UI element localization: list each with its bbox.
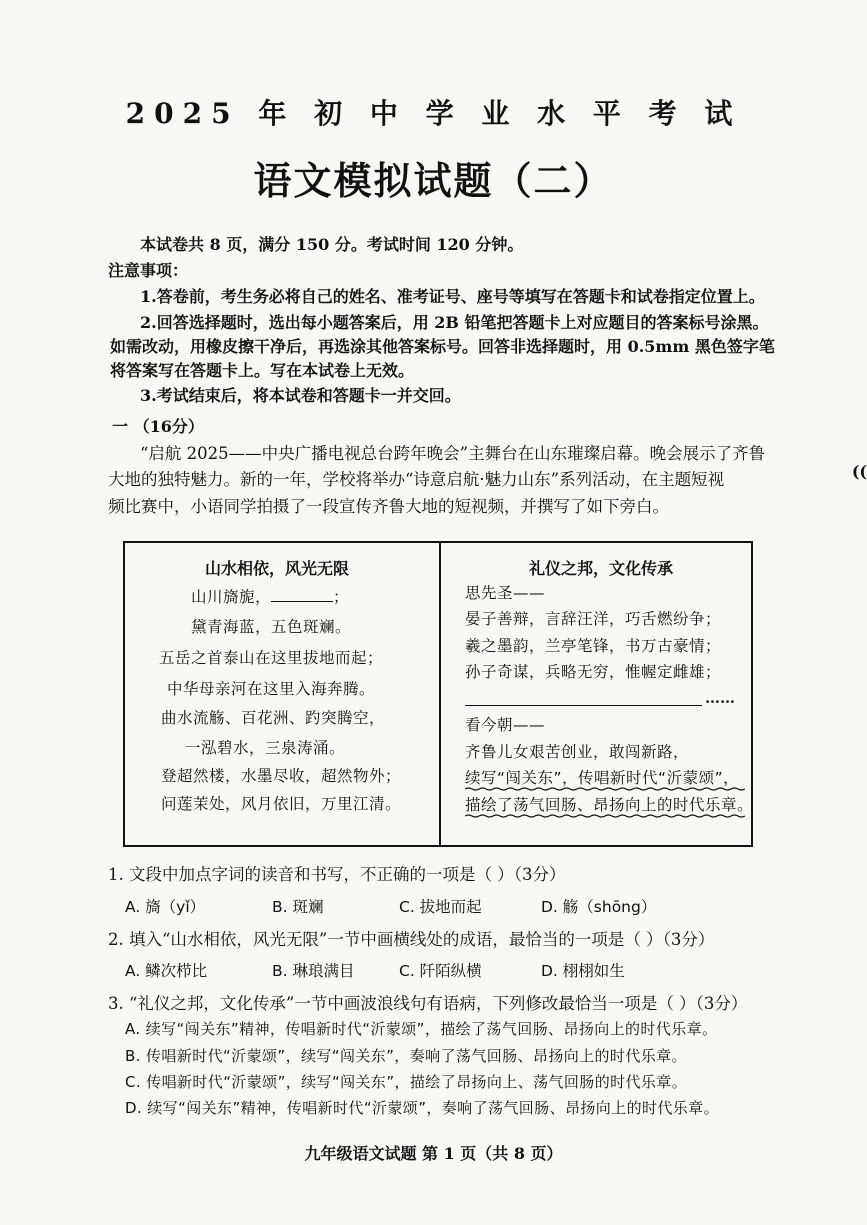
passage-line-2: 大地的独特魅力。新的一年，学校将举办“诗意启航·魅力山东”系列活动，在主题短视 (108, 470, 725, 489)
right-verse-2: 晏子善辩，言辞汪洋，巧舌燃纷争； (465, 610, 722, 628)
right-verse-5: 看今朝—— (465, 716, 546, 734)
question-2-option-c: C. 阡陌纵横 (399, 962, 482, 980)
left-verse-4: 中华母亲河在这里入海奔腾。 (167, 680, 376, 698)
question-1: 1. 文段中加点字词的读音和书写，不正确的一项是（ ）（3分） (108, 865, 566, 884)
question-2-option-a: A. 鳞次栉比 (125, 962, 208, 980)
binding-edge-mark: (( (851, 462, 867, 481)
notice-item-2-end: 将答案写在答题卡上。写在本试卷上无效。 (110, 361, 415, 380)
question-3-option-c: C. 传唱新时代“沂蒙颂”，续写“闯关东”，描绘了昂扬向上、荡气回肠的时代乐章。 (125, 1073, 688, 1091)
left-verse-8: 问莲茉处，风月依旧，万里江清。 (161, 795, 402, 813)
question-3-option-d: D. 续写“闯关东”精神，传唱新时代“沂蒙颂”，奏响了荡气回肠、昂扬向上的时代乐章。 (125, 1099, 719, 1117)
question-2: 2. 填入“山水相依，风光无限”一节中画横线处的成语，最恰当的一项是（ ）（3分） (108, 930, 715, 949)
notice-item-1: 1.答卷前，考生务必将自己的姓名、准考证号、座号等填写在答题卡和试卷指定位置上。 (140, 287, 765, 306)
left-verse-7: 登超然楼，水墨尽收，超然物外； (161, 767, 402, 785)
right-verse-6: 齐鲁儿女艰苦创业，敢闯新路， (465, 743, 690, 761)
notice-item-3: 3.考试结束后，将本试卷和答题卡一并交回。 (140, 386, 461, 405)
question-1-option-b: B. 斑斓 (272, 898, 324, 916)
answer-blank-line (465, 705, 702, 706)
wavy-underline-1 (465, 787, 745, 791)
page-footer: 九年级语文试题 第 1 页（共 8 页） (304, 1144, 563, 1163)
question-2-option-b: B. 琳琅满目 (272, 962, 355, 980)
notice-title: 注意事项： (108, 261, 189, 280)
fill-blank (271, 587, 333, 602)
right-verse-3: 羲之墨韵，兰亭笔锋，书万古豪情； (465, 637, 722, 655)
exam-subtitle: 语文模拟试题（二） (253, 158, 614, 203)
question-2-option-d: D. 栩栩如生 (541, 962, 625, 980)
question-1-option-a: A. 旖（yǐ） (125, 898, 206, 916)
right-column-title: 礼仪之邦，文化传承 (529, 559, 674, 578)
left-verse-3: 五岳之首泰山在这里拔地而起； (159, 649, 384, 667)
notice-item-2: 2.回答选择题时，选出每小题答案后，用 2B 铅笔把答题卡上对应题目的答案标号涂黑。 (140, 313, 769, 332)
ellipsis: …… (705, 689, 735, 707)
question-3-option-a: A. 续写“闯关东”精神，传唱新时代“沂蒙颂”，描绘了荡气回肠、昂扬向上的时代乐章。 (125, 1020, 718, 1038)
exam-title: 2025 年 初 中 学 业 水 平 考 试 (125, 97, 742, 130)
box-divider (439, 543, 441, 845)
right-verse-7: 续写“闯关东”，传唱新时代“沂蒙颂”， (465, 769, 740, 787)
right-verse-4: 孙子奇谋，兵略无穷，惟幄定雌雄； (465, 663, 722, 681)
question-3-option-b: B. 传唱新时代“沂蒙颂”，续写“闯关东”，奏响了荡气回肠、昂扬向上的时代乐章。 (125, 1047, 687, 1065)
exam-info: 本试卷共 8 页，满分 150 分。考试时间 120 分钟。 (140, 235, 524, 254)
question-1-option-d: D. 觞（shōng） (541, 898, 657, 916)
passage-line-3: 频比赛中，小语同学拍摄了一段宣传齐鲁大地的短视频，并撰写了如下旁白。 (108, 497, 669, 516)
wavy-underline-2 (465, 814, 745, 818)
section-heading: 一 （16分） (112, 417, 204, 436)
left-verse-5: 曲水流觞、百花洲、趵突腾空， (161, 709, 386, 727)
question-3: 3. “礼仪之邦，文化传承”一节中画波浪线句有语病，下列修改最恰当一项是（ ）（3分） (108, 994, 748, 1013)
left-column-title: 山水相依，风光无限 (205, 559, 350, 578)
question-1-option-c: C. 拔地而起 (399, 898, 482, 916)
right-verse-1: 思先圣—— (465, 584, 546, 602)
narration-box (123, 541, 753, 847)
right-verse-8: 描绘了荡气回肠、昂扬向上的时代乐章。 (465, 796, 754, 814)
left-verse-2: 黛青海蓝，五色斑斓。 (191, 618, 352, 636)
left-verse-1: 山川旖旎， ； (191, 588, 350, 606)
left-verse-6: 一泓碧水，三泉涛涌。 (185, 739, 346, 757)
notice-item-2-cont: 如需改动，用橡皮擦干净后，再选涂其他答案标号。回答非选择题时，用 0.5mm 黑色签字笔 (110, 337, 775, 356)
passage-line-1: “启航 2025——中央广播电视总台跨年晚会”主舞台在山东璀璨启幕。晚会展示了齐鲁 (140, 444, 766, 463)
